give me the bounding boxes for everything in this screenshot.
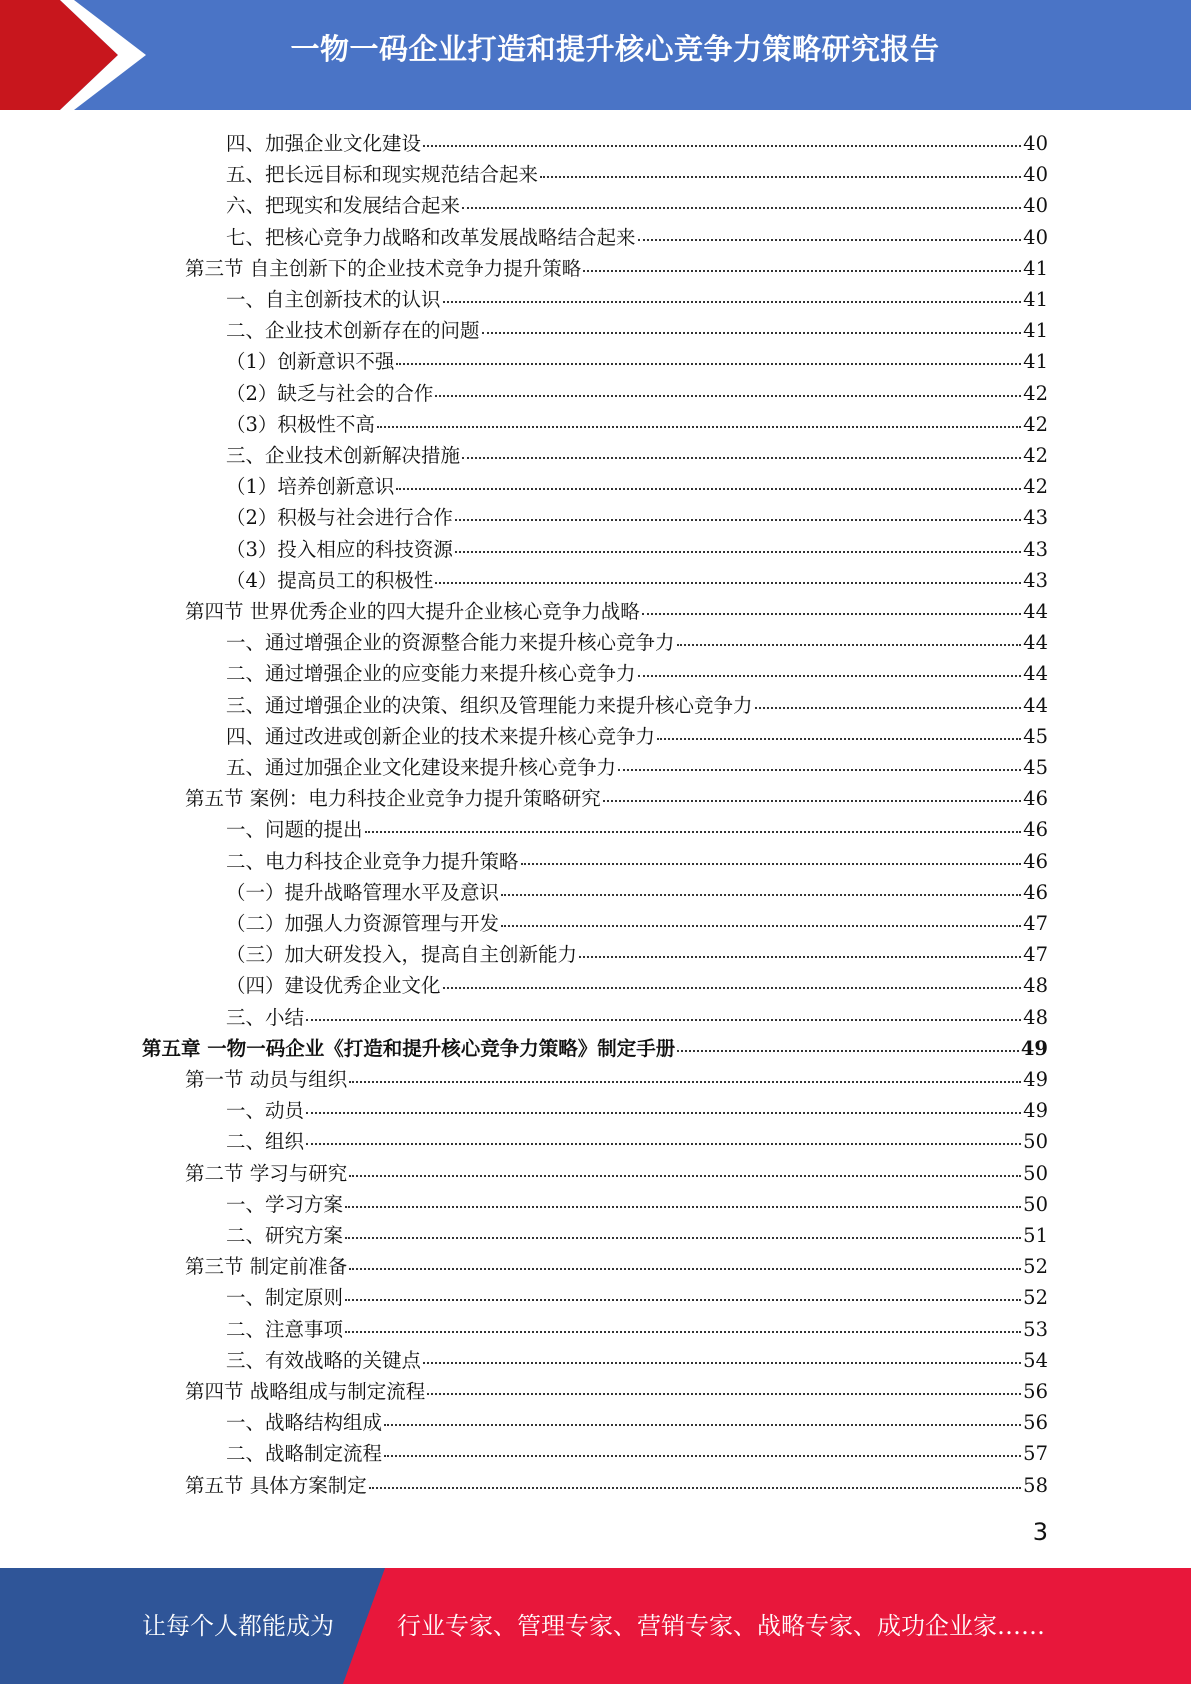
toc-entry-title: 一、学习方案	[226, 1192, 344, 1216]
toc-dot-leader	[369, 1486, 1021, 1489]
toc-entry-title: （1）培养创新意识	[226, 475, 395, 499]
toc-dot-leader	[306, 1111, 1021, 1114]
toc-entry-page: 46	[1023, 849, 1048, 873]
toc-entry-page: 52	[1023, 1286, 1048, 1310]
toc-entry-page: 44	[1023, 631, 1048, 655]
toc-entry-page: 45	[1023, 724, 1048, 748]
toc-entry-title: 第四节 世界优秀企业的四大提升企业核心竞争力战略	[185, 600, 640, 623]
toc-entry-page: 40	[1023, 132, 1048, 155]
toc-entry-title: 第二节 学习与研究	[185, 1161, 348, 1185]
toc-dot-leader	[365, 830, 1022, 833]
toc-entry-page: 49	[1023, 1068, 1048, 1091]
toc-dot-leader	[345, 1298, 1021, 1301]
toc-entry-title: （2）积极与社会进行合作	[226, 506, 453, 530]
toc-entry-title: 一、自主创新技术的认识	[226, 288, 441, 311]
toc-entry[interactable]	[142, 1033, 1048, 1064]
toc-entry-title: 第五节 案例：电力科技企业竞争力提升策略研究	[185, 787, 601, 811]
toc-dot-leader	[462, 456, 1021, 459]
footer-slogan-right: 行业专家、管理专家、营销专家、战略专家、成功企业家……	[397, 1612, 1045, 1640]
toc-entry[interactable]	[226, 222, 1048, 253]
toc-entry[interactable]	[226, 814, 1048, 845]
toc-entry-page: 58	[1023, 1473, 1048, 1497]
toc-entry-title: 五、通过加强企业文化建设来提升核心竞争力	[226, 756, 617, 779]
toc-entry[interactable]	[226, 440, 1048, 471]
toc-entry-title: 第三节 制定前准备	[185, 1255, 348, 1279]
toc-entry-title: 四、加强企业文化建设	[226, 132, 422, 155]
toc-entry-page: 40	[1023, 225, 1048, 249]
toc-entry-page: 41	[1023, 319, 1048, 343]
toc-entry-title: （2）缺乏与社会的合作	[226, 381, 434, 405]
toc-entry-title: （一）提升战略管理水平及意识	[226, 880, 500, 904]
toc-entry-page: 48	[1023, 1005, 1048, 1029]
toc-entry-title: 二、战略制定流程	[226, 1442, 383, 1466]
toc-dot-leader	[657, 737, 1021, 740]
page-header	[0, 0, 1191, 110]
toc-entry-page: 50	[1023, 1130, 1048, 1154]
toc-dot-leader	[349, 1267, 1021, 1270]
toc-dot-leader	[638, 238, 1022, 241]
toc-dot-leader	[423, 144, 1021, 147]
toc-dot-leader	[540, 175, 1021, 178]
toc-entry[interactable]	[226, 471, 1048, 502]
toc-entry[interactable]	[226, 1314, 1048, 1345]
toc-entry[interactable]	[226, 721, 1048, 752]
toc-entry[interactable]	[185, 1251, 1048, 1282]
toc-entry[interactable]	[226, 970, 1048, 1001]
toc-dot-leader	[579, 955, 1021, 958]
toc-entry-title: （3）积极性不高	[226, 412, 375, 436]
toc-entry-page: 42	[1023, 444, 1048, 467]
toc-entry[interactable]	[226, 190, 1048, 221]
toc-dot-leader	[638, 674, 1022, 677]
toc-entry-title: 一、问题的提出	[226, 818, 363, 842]
toc-entry-page: 44	[1023, 693, 1048, 717]
toc-entry-title: 第五节 具体方案制定	[185, 1473, 367, 1497]
toc-entry[interactable]	[226, 565, 1048, 596]
toc-entry-title: 三、小结	[226, 1005, 305, 1029]
toc-entry[interactable]	[226, 690, 1048, 721]
toc-entry-page: 56	[1023, 1411, 1048, 1435]
header-arrow-decoration	[0, 0, 160, 110]
document-title: 一物一码企业打造和提升核心竞争力策略研究报告	[290, 32, 940, 66]
toc-entry-page: 47	[1023, 943, 1048, 967]
toc-entry[interactable]	[226, 752, 1048, 783]
toc-dot-leader	[482, 331, 1022, 334]
toc-entry[interactable]	[185, 1470, 1048, 1501]
toc-dot-leader	[521, 862, 1022, 865]
toc-entry-title: 六、把现实和发展结合起来	[226, 194, 461, 218]
toc-entry[interactable]	[226, 534, 1048, 565]
toc-dot-leader	[306, 1142, 1021, 1145]
toc-entry[interactable]	[226, 1345, 1048, 1376]
toc-entry-page: 42	[1023, 412, 1048, 436]
toc-dot-leader	[349, 1174, 1021, 1177]
toc-entry-page: 49	[1020, 1036, 1048, 1060]
toc-entry-page: 51	[1023, 1224, 1048, 1247]
toc-entry-page: 49	[1023, 1099, 1048, 1123]
toc-entry-page: 41	[1023, 288, 1048, 311]
toc-entry-page: 46	[1023, 818, 1048, 842]
toc-entry-page: 46	[1023, 787, 1048, 811]
toc-entry-title: 第四节 战略组成与制定流程	[185, 1380, 426, 1403]
toc-dot-leader	[603, 799, 1021, 802]
toc-dot-leader	[677, 643, 1022, 646]
toc-dot-leader	[384, 1423, 1021, 1426]
toc-entry-title: 一、战略结构组成	[226, 1411, 383, 1435]
toc-dot-leader	[501, 893, 1021, 896]
toc-dot-leader	[501, 924, 1021, 927]
toc-entry[interactable]	[185, 596, 1048, 627]
toc-dot-leader	[583, 269, 1021, 272]
toc-dot-leader	[423, 1361, 1021, 1364]
toc-entry-title: 一、动员	[226, 1099, 305, 1123]
toc-entry-title: 第五章 一物一码企业《打造和提升核心竞争力策略》制定手册	[142, 1036, 676, 1060]
toc-entry-page: 43	[1023, 537, 1048, 561]
toc-entry-title: （四）建设优秀企业文化	[226, 974, 441, 998]
toc-entry[interactable]	[226, 346, 1048, 377]
toc-dot-leader	[642, 612, 1021, 615]
toc-entry-page: 41	[1023, 350, 1048, 374]
toc-entry[interactable]	[226, 658, 1048, 689]
toc-dot-leader	[618, 768, 1021, 771]
toc-entry[interactable]	[226, 877, 1048, 908]
toc-entry-page: 41	[1023, 256, 1048, 280]
toc-entry-page: 56	[1023, 1380, 1048, 1403]
toc-entry-title: 四、通过改进或创新企业的技术来提升核心竞争力	[226, 724, 656, 748]
toc-entry-page: 44	[1023, 600, 1048, 623]
toc-entry-title: 二、企业技术创新存在的问题	[226, 319, 480, 343]
toc-entry-page: 52	[1023, 1255, 1048, 1279]
toc-dot-leader	[377, 425, 1021, 428]
toc-entry-page: 43	[1023, 568, 1048, 592]
toc-entry[interactable]	[226, 378, 1048, 409]
toc-dot-leader	[345, 1236, 1021, 1239]
toc-entry-title: 第三节 自主创新下的企业技术竞争力提升策略	[185, 256, 582, 280]
toc-entry-page: 42	[1023, 475, 1048, 499]
toc-entry-page: 42	[1023, 381, 1048, 405]
toc-entry-title: 一、制定原则	[226, 1286, 344, 1310]
toc-entry[interactable]	[185, 1064, 1048, 1095]
toc-entry[interactable]	[185, 783, 1048, 814]
toc-dot-leader	[345, 1330, 1021, 1333]
toc-entry-title: （二）加强人力资源管理与开发	[226, 912, 500, 935]
toc-entry[interactable]	[185, 1376, 1048, 1407]
toc-dot-leader	[755, 706, 1022, 709]
toc-entry[interactable]	[226, 159, 1048, 190]
toc-entry-title: （3）投入相应的科技资源	[226, 537, 453, 561]
toc-entry[interactable]	[226, 128, 1048, 159]
toc-entry-title: 五、把长远目标和现实规范结合起来	[226, 163, 539, 187]
toc-entry-page: 46	[1023, 880, 1048, 904]
toc-dot-leader	[677, 1049, 1019, 1052]
toc-entry[interactable]	[226, 1220, 1048, 1251]
toc-entry[interactable]	[226, 1095, 1048, 1126]
toc-entry[interactable]	[226, 1189, 1048, 1220]
toc-dot-leader	[443, 986, 1022, 989]
toc-entry-title: 二、研究方案	[226, 1224, 344, 1247]
toc-dot-leader	[427, 1392, 1021, 1395]
toc-entry-page: 54	[1023, 1348, 1048, 1372]
toc-entry[interactable]	[226, 1126, 1048, 1157]
toc-entry-title: 二、电力科技企业竞争力提升策略	[226, 849, 519, 873]
toc-entry-title: 二、注意事项	[226, 1317, 344, 1341]
footer-slogan-left: 让每个人都能成为	[142, 1612, 334, 1640]
toc-dot-leader	[443, 300, 1022, 303]
toc-entry[interactable]	[226, 409, 1048, 440]
toc-dot-leader	[435, 394, 1021, 397]
toc-entry-title: （三）加大研发投入，提高自主创新能力	[226, 943, 578, 967]
toc-entry[interactable]	[226, 284, 1048, 315]
toc-entry[interactable]	[226, 939, 1048, 970]
toc-entry[interactable]	[226, 1407, 1048, 1438]
toc-dot-leader	[345, 1205, 1021, 1208]
toc-entry[interactable]	[185, 253, 1048, 284]
toc-entry[interactable]	[226, 627, 1048, 658]
toc-entry[interactable]	[226, 315, 1048, 346]
toc-entry-title: 七、把核心竞争力战略和改革发展战略结合起来	[226, 225, 636, 249]
toc-entry-title: 二、组织	[226, 1130, 305, 1154]
toc-entry-page: 50	[1023, 1192, 1048, 1216]
toc-entry-page: 44	[1023, 662, 1048, 686]
page-footer	[0, 1568, 1191, 1684]
page-number: 3	[1032, 1518, 1048, 1546]
toc-dot-leader	[396, 487, 1021, 490]
toc-entry[interactable]	[226, 908, 1048, 939]
toc-entry-page: 45	[1023, 756, 1048, 779]
toc-entry-title: 第一节 动员与组织	[185, 1068, 348, 1091]
toc-dot-leader	[435, 581, 1021, 584]
toc-entry[interactable]	[226, 1438, 1048, 1469]
toc-entry-page: 47	[1023, 912, 1048, 935]
toc-entry-title: （4）提高员工的积极性	[226, 568, 434, 592]
toc-entry-page: 53	[1023, 1317, 1048, 1341]
toc-dot-leader	[462, 206, 1021, 209]
toc-dot-leader	[306, 1018, 1021, 1021]
toc-entry-title: 三、企业技术创新解决措施	[226, 444, 461, 467]
toc-entry-title: 三、通过增强企业的决策、组织及管理能力来提升核心竞争力	[226, 693, 753, 717]
toc-entry[interactable]	[226, 846, 1048, 877]
toc-dot-leader	[455, 518, 1021, 521]
toc-entry-title: 二、通过增强企业的应变能力来提升核心竞争力	[226, 662, 636, 686]
toc-dot-leader	[349, 1080, 1021, 1083]
toc-entry-page: 48	[1023, 974, 1048, 998]
toc-entry-page: 43	[1023, 506, 1048, 530]
toc-entry-page: 50	[1023, 1161, 1048, 1185]
toc-dot-leader	[384, 1454, 1021, 1457]
toc-entry-page: 40	[1023, 163, 1048, 187]
toc-entry[interactable]	[226, 1282, 1048, 1313]
toc-entry-page: 57	[1023, 1442, 1048, 1466]
toc-dot-leader	[396, 362, 1021, 365]
toc-entry[interactable]	[185, 1158, 1048, 1189]
toc-entry-page: 40	[1023, 194, 1048, 218]
toc-entry[interactable]	[226, 502, 1048, 533]
toc-entry-title: 三、有效战略的关键点	[226, 1348, 422, 1372]
toc-entry-title: 一、通过增强企业的资源整合能力来提升核心竞争力	[226, 631, 675, 655]
toc-entry[interactable]	[226, 1002, 1048, 1033]
toc-dot-leader	[455, 550, 1021, 553]
toc-entry-title: （1）创新意识不强	[226, 350, 395, 374]
